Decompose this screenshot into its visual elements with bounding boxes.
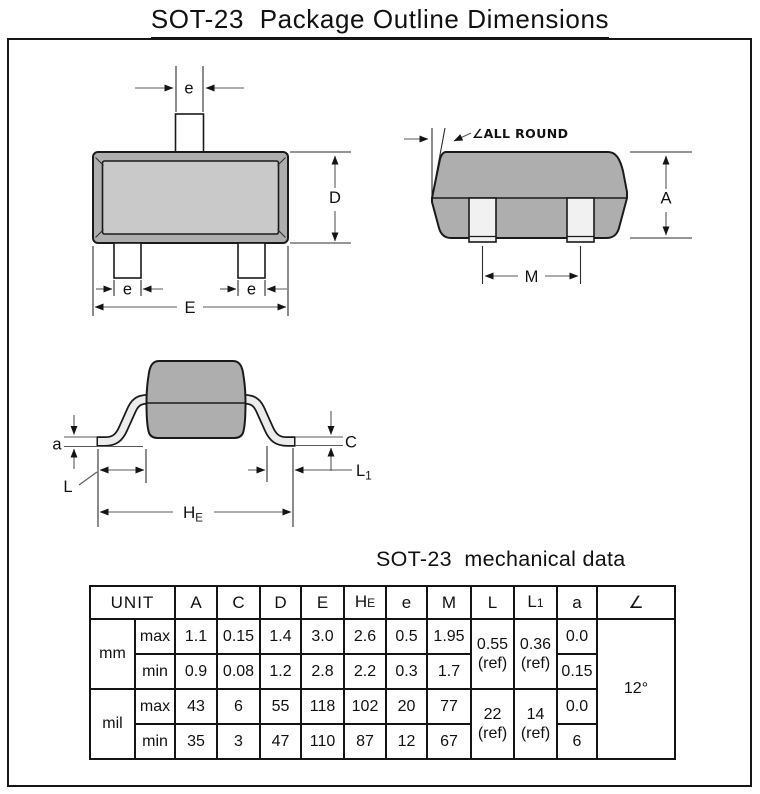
cell-mil-max-M: 77 xyxy=(427,689,471,724)
label-e-bottom-right: e xyxy=(246,280,257,299)
label-e-bottom-left: e xyxy=(122,280,133,299)
col-header-A: A xyxy=(175,586,217,619)
label-a: a xyxy=(52,435,62,454)
cell-mil-max-D: 55 xyxy=(260,689,301,724)
label-L1: $L_1$ xyxy=(356,462,372,483)
cell-mm-min-M: 1.7 xyxy=(427,654,471,689)
cell-mm-min-HE: 2.2 xyxy=(344,654,386,689)
cell-mil-min-M: 67 xyxy=(427,724,471,759)
col-header-a: a xyxy=(557,586,597,619)
cell-mm-max-A: 1.1 xyxy=(175,619,217,654)
cell-mil-max-E: 118 xyxy=(301,689,344,724)
cell-mil-max-C: 6 xyxy=(217,689,260,724)
cell-mm-max-D: 1.4 xyxy=(260,619,301,654)
cell-mil-max-A: 43 xyxy=(175,689,217,724)
table-row-mm-max xyxy=(90,619,675,654)
all-round-leader xyxy=(454,133,471,141)
cell-mil-L: 22 (ref) xyxy=(471,689,514,759)
table-header-row xyxy=(90,586,675,619)
front-view xyxy=(93,66,351,317)
front-top-pin xyxy=(176,114,204,153)
side-package-body xyxy=(147,361,246,438)
cell-mm-max-M: 1.95 xyxy=(427,619,471,654)
cell-mil-min-e: 12 xyxy=(386,724,427,759)
col-header-angle: ∠ xyxy=(597,586,675,619)
cell-unit-mm: mm xyxy=(90,619,135,689)
cell-mm-min-A: 0.9 xyxy=(175,654,217,689)
cell-unit-mil: mil xyxy=(90,689,135,759)
label-E: E xyxy=(184,299,196,317)
perspective-pad-right xyxy=(567,198,594,242)
label-C: C xyxy=(345,433,357,452)
front-bottom-pin-right xyxy=(238,243,265,278)
front-package-body-inner xyxy=(103,161,279,234)
perspective-pad-left xyxy=(469,198,496,242)
table-row-mil-min xyxy=(90,724,675,759)
cell-mil-min-HE: 87 xyxy=(344,724,386,759)
cell-mm-max-label: max xyxy=(135,619,175,654)
label-HE: $H_E$ xyxy=(183,503,203,525)
cell-mm-L: 0.55 (ref) xyxy=(471,619,514,689)
cell-mil-max-a: 0.0 xyxy=(557,689,597,724)
col-header-L: L xyxy=(471,586,514,619)
cell-mm-min-D: 1.2 xyxy=(260,654,301,689)
side-view xyxy=(52,361,371,527)
cell-mil-min-E: 110 xyxy=(301,724,344,759)
label-e-top: e xyxy=(184,79,194,98)
cell-mm-max-C: 0.15 xyxy=(217,619,260,654)
cell-mm-L1: 0.36 (ref) xyxy=(514,619,557,689)
table-row-mil-max xyxy=(90,689,675,724)
table-row-mm-min xyxy=(90,654,675,689)
front-bottom-pin-left xyxy=(114,243,141,278)
label-M: M xyxy=(524,268,539,286)
cell-mil-max-e: 20 xyxy=(386,689,427,724)
cell-mm-min-C: 0.08 xyxy=(217,654,260,689)
cell-mm-min-E: 2.8 xyxy=(301,654,344,689)
cell-mil-max-HE: 102 xyxy=(344,689,386,724)
cell-mm-max-E: 3.0 xyxy=(301,619,344,654)
col-header-C: C xyxy=(217,586,260,619)
cell-mil-min-C: 3 xyxy=(217,724,260,759)
perspective-view xyxy=(404,126,692,286)
label-A: A xyxy=(660,189,672,208)
perspective-package-body xyxy=(432,152,627,238)
col-header-HE: HE xyxy=(344,586,386,619)
col-header-e: e xyxy=(386,586,427,619)
cell-angle-value: 12° xyxy=(597,619,675,759)
label-L-leader xyxy=(79,472,97,485)
cell-mm-max-e: 0.5 xyxy=(386,619,427,654)
cell-mm-min-label: min xyxy=(135,654,175,689)
mechanical-data-table xyxy=(89,585,676,760)
page-title-text: SOT-23 Package Outline Dimensions xyxy=(151,4,609,40)
cell-mil-max-label: max xyxy=(135,689,175,724)
cell-mm-min-e: 0.3 xyxy=(386,654,427,689)
cell-mm-max-a: 0.0 xyxy=(557,619,597,654)
cell-mil-min-label: min xyxy=(135,724,175,759)
col-header-L1: L1 xyxy=(514,586,557,619)
cell-mm-max-HE: 2.6 xyxy=(344,619,386,654)
cell-mil-L1: 14 (ref) xyxy=(514,689,557,759)
col-header-unit: UNIT xyxy=(90,586,175,619)
col-header-D: D xyxy=(260,586,301,619)
label-all-round: ∠ALL ROUND xyxy=(472,126,569,141)
col-header-M: M xyxy=(427,586,471,619)
cell-mil-min-A: 35 xyxy=(175,724,217,759)
cell-mil-min-a: 6 xyxy=(557,724,597,759)
label-D: D xyxy=(329,189,341,207)
cell-mm-min-a: 0.15 xyxy=(557,654,597,689)
col-header-E: E xyxy=(301,586,344,619)
label-L: L xyxy=(63,478,73,496)
cell-mil-min-D: 47 xyxy=(260,724,301,759)
mechanical-data-title: SOT-23 mechanical data xyxy=(376,547,626,571)
